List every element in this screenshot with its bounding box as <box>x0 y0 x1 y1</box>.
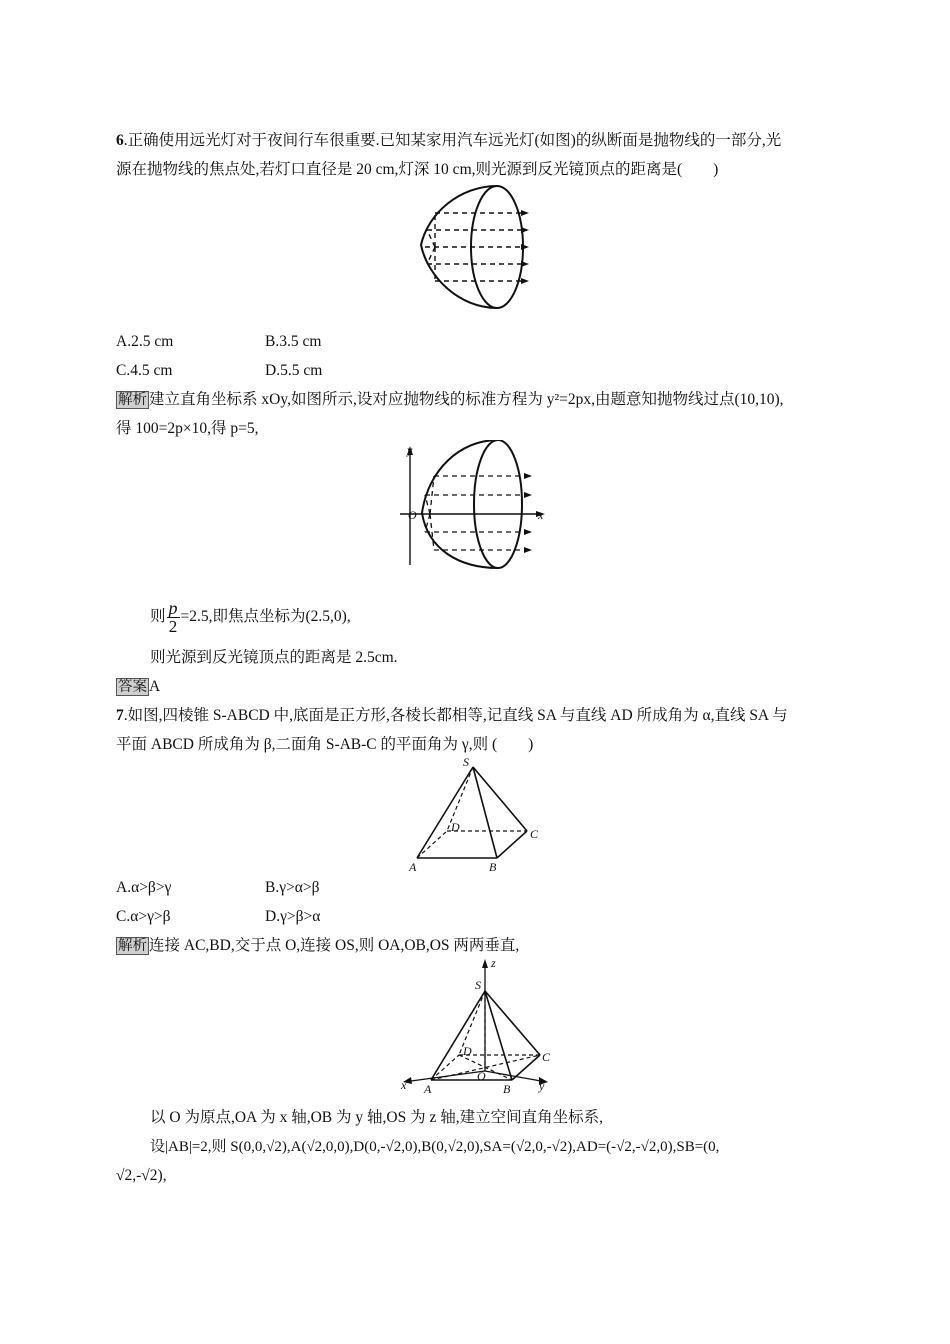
headlight-figure <box>415 183 540 313</box>
q6-option-a: A.2.5 cm <box>116 333 174 350</box>
label-d: D <box>451 820 460 834</box>
label-d: D <box>463 1044 472 1058</box>
label-y: y <box>539 1079 545 1093</box>
fraction-p-over-2: $\frac{p}{2}$ <box>168 597 178 636</box>
q7-option-d: D.γ>β>α <box>265 908 321 925</box>
answer-tag: 答案 <box>118 679 147 695</box>
label-a: A <box>409 860 417 874</box>
analysis-tag: 解析 <box>118 938 147 954</box>
pyramid-figure <box>405 754 545 876</box>
q6-option-d: D.5.5 cm <box>265 362 323 379</box>
q7-analysis-line3: 设|AB|=2,则 S(0,0,√2),A(√2,0,0),D(0,-√2,0),B(0,√2,0),SA=(√2,0,-√2),AD=(-√2,-√2,0),SB=(0, <box>150 1139 720 1155</box>
label-s: S <box>463 755 469 769</box>
q6-number: 6 <box>116 132 124 149</box>
analysis-tag: 解析 <box>118 392 147 408</box>
q7-analysis-line1: 解析 连接 AC,BD,交于点 O,连接 OS,则 OA,OB,OS 两两垂直, <box>118 937 520 954</box>
q7-number: 7 <box>116 707 124 724</box>
q7-analysis-line4: √2,-√2), <box>116 1167 167 1184</box>
label-c: C <box>530 827 539 841</box>
q7-analysis-line2: 以 O 为原点,OA 为 x 轴,OB 为 y 轴,OS 为 z 轴,建立空间直角坐标系, <box>150 1109 603 1126</box>
q6-stem-line1: 6.正确使用远光灯对于夜间行车很重要.已知某家用汽车远光灯(如图)的纵断面是抛物线的一部分,光 <box>116 132 782 149</box>
q6-option-b: B.3.5 cm <box>265 333 322 350</box>
q6-analysis-line2: 得 100=2p×10,得 p=5, <box>116 420 259 437</box>
origin-label: O <box>408 508 417 522</box>
label-b: B <box>503 1082 511 1093</box>
label-z: z <box>491 956 496 970</box>
q6-option-c: C.4.5 cm <box>116 362 173 379</box>
q7-option-a: A.α>β>γ <box>116 879 172 896</box>
axis-y-label: y <box>407 443 413 457</box>
label-b: B <box>489 860 497 874</box>
q7-stem-line2: 平面 ABCD 所成角为 β,二面角 S-AB-C 的平面角为 γ,则 ( ) <box>116 736 534 753</box>
label-o: O <box>477 1069 486 1083</box>
q7-stem-line1: 7.如图,四棱锥 S-ABCD 中,底面是正方形,各棱长都相等,记直线 SA 与直线 AD 所成角为 α,直线 SA 与 <box>116 707 788 724</box>
q6-focus-line: 则 $\frac{p}{2}$ =2.5,即焦点坐标为(2.5,0), <box>150 597 351 636</box>
q6-answer: A <box>149 678 161 695</box>
pyramid-coordinate-figure <box>395 953 565 1093</box>
q7-option-c: C.α>γ>β <box>116 908 171 925</box>
q7-option-b: B.γ>α>β <box>265 879 320 896</box>
label-x: x <box>401 1078 407 1092</box>
label-s: S <box>475 978 481 992</box>
label-c: C <box>542 1050 551 1064</box>
label-a: A <box>424 1082 432 1093</box>
q6-stem-line2: 源在抛物线的焦点处,若灯口直径是 20 cm,灯深 10 cm,则光源到反光镜顶点的距离是( ) <box>116 161 719 178</box>
q6-analysis-line1: 解析 建立直角坐标系 xOy,如图所示,设对应抛物线的标准方程为 y²=2px,由题意知抛物线过点(10,10), <box>118 391 784 408</box>
q6-conclusion: 则光源到反光镜顶点的距离是 2.5cm. <box>150 649 398 666</box>
q6-answer-line <box>116 677 160 697</box>
coordinate-headlight-figure <box>398 440 553 570</box>
axis-x-label: x <box>538 508 544 522</box>
